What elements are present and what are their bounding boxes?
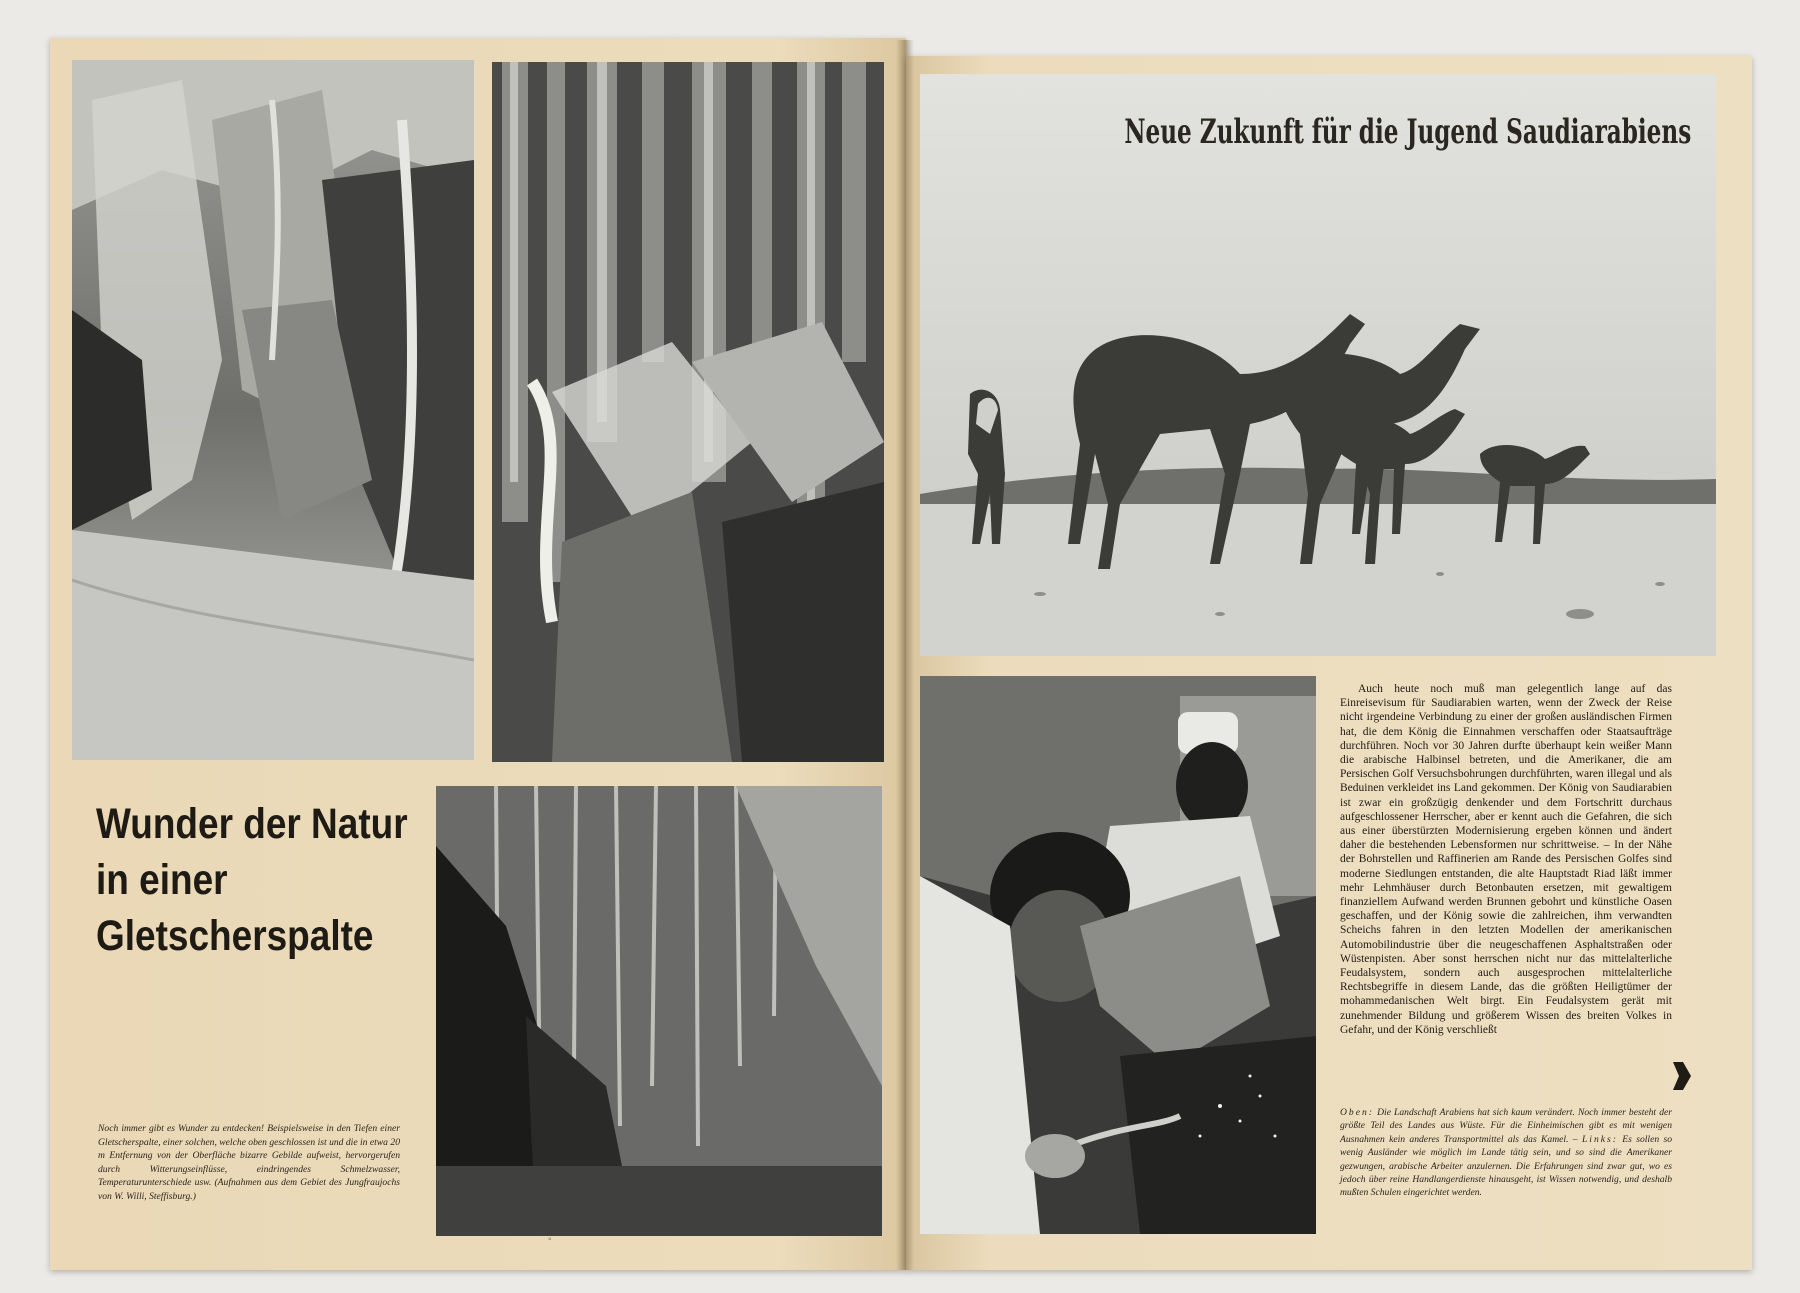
headline-line-3: Gletscherspalte [96, 912, 374, 960]
arrow-right-icon [1673, 1056, 1691, 1096]
page-gutter [896, 40, 914, 1270]
caption-glacier: Noch immer gibt es Wunder zu entdecken! Beispielsweise in den Tiefen einer Gletscherspalte, einer solchen, welche oben geschlossen ist und die in etwa 20 m Entfernung von der Oberfläche bizarre Gebilde aufweist, hervorgerufen durch Witterungseinflüsse, eindringendes Schmelzwasser, Temperaturunterschiede usw. (Aufnahmen aus dem Gebiet des Jungfraujochs von W. Willi, Steffisburg.) [98, 1123, 400, 1202]
caption-text-top: Die Landschaft Arabiens hat sich kaum verändert. Noch immer besteht der größte Teil des Landes aus Wüste. Für die Einheimischen gibt es mit wenigen Ausnahmen kein anderes Transportmittel als das Kamel. – [1340, 1107, 1672, 1145]
caption-label-left: Links: [1581, 1133, 1618, 1145]
caption-text-left: Es sollen so wenig Ausländer wie möglich im Lande tätig sein, und so sind die Amerikaner gezwungen, arabische Arbeiter anzulernen. Die Erfahrungen sind zwar gut, wo es jedoch über reine Handlangerdienste hinausgeht, ist Wissen notwendig, und deshalb mußten Schulen eingerichtet werden. [1340, 1133, 1672, 1199]
ice-cave-photo [436, 786, 882, 1236]
article-body: Auch heute noch muß man gelegentlich lange auf das Einreisevisum für Saudiarabien warten, wenn der Zweck der Reise nicht irgendeine Verbindung zu einer der großen ausländischen Firmen hat, die dem König die Einnahmen verschaffen oder Staatsaufträge durchführen. Noch vor 30 Jahren durfte überhaupt kein weißer Mann die arabische Halbinsel betreten, und die Amerikaner, die am Persischen Golf Versuchsbohrungen durchführten, waren illegal und als Beduinen verkleidet ins Land gekommen. Der König von Saudiarabien ist zwar ein großzügig denkender und dem Fortschritt durchaus aufgeschlossener Herrscher, aber er kennt auch die Gefahren, die sich aus einer überstürzten Modernisierung ergeben können und ändert daher die bestehenden Lebensformen nur schrittweise. – In der Nähe der Bohrstellen und Raffinerien am Rande des Persischen Golfes sind moderne Siedlungen entstanden, die alte Hauptstadt Riad läßt immer mehr Lehmhäuser durch Betonbauten ersetzen, mit gewaltigem finanziellem Aufwand werden Brunnen gebohrt und künstliche Oasen geschaffen, und der König sowie die zahlreichen, ihm verwandten Scheichs fahren in den letzten Modellen der amerikanischen Automobilindustrie über die neugeschaffenen Asphaltstraßen oder Wüstenpisten. Aber sonst herrschen nicht nur das mittelalterliche Feudalsystem, sondern auch ausgesprochen mittelalterliche Rechtsbegriffe in diesem Lande, das die größten Heiligtümer der mohammedanischen Welt birgt. Ein Feudalsystem gerät mit zunehmender Bildung und größerem Wissen des breiten Volkes in Gefahr, und der König verschließt [1340, 683, 1672, 1036]
article-title: Neue Zukunft für die Jugend Saudiarabiens [1124, 112, 1692, 152]
headline-line-1: Wunder der Natur [96, 800, 408, 848]
page-mark: ◦ [548, 1234, 552, 1245]
headline-glacier [96, 796, 408, 964]
camels-desert-photo [920, 74, 1716, 656]
headline-line-2: in einer [96, 856, 228, 904]
welders-photo [920, 676, 1316, 1234]
caption-label-top: Oben: [1340, 1107, 1374, 1118]
ice-crevasse-photo-left [72, 60, 474, 760]
icicles-photo-center [492, 62, 884, 762]
caption-saudi [1340, 1106, 1672, 1200]
